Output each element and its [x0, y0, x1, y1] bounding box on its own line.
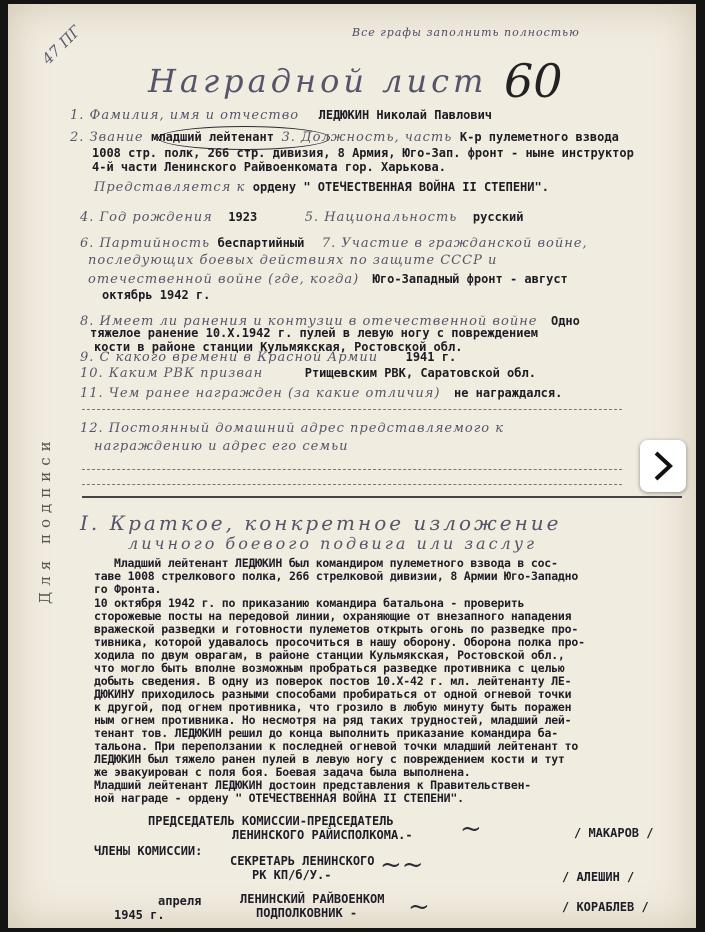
- field-8-label: 8. Имеет ли ранения и контузии в отечественной войне: [80, 314, 538, 329]
- divider-line: [82, 469, 622, 470]
- narrative-line: к другой, под огнем противника, что грозило в любую минуту быть поражен: [94, 700, 572, 714]
- secretary-title-line1: СЕКРЕТАРЬ ЛЕНИНСКОГО: [230, 854, 375, 868]
- field-11-label: 11. Чем ранее награжден (за какие отличия): [80, 386, 441, 401]
- field-7-value2: октябрь 1942 г.: [102, 288, 211, 302]
- field-10: [80, 366, 536, 381]
- present-value: ордену " ОТЕЧЕСТВЕННАЯ ВОЙНА II СТЕПЕНИ".: [252, 180, 549, 194]
- field-10-label: 10. Каким РВК призван: [80, 366, 264, 381]
- field-3-line3: 4-й части Ленинского Райвоенкомата гор. Харькова.: [92, 160, 447, 174]
- field-8-value: Одно: [550, 314, 580, 328]
- corner-mark: 47 ПГ: [38, 22, 85, 68]
- field-7-value: Юго-Западный фронт - август: [372, 272, 568, 286]
- military-name: / КОРАБЛЕВ /: [562, 900, 649, 914]
- field-1: [70, 108, 492, 123]
- date-year: 1945 г.: [114, 908, 165, 922]
- field-1-value: ЛЕДЮКИН Николай Павлович: [318, 108, 493, 122]
- narrative-line: сторожевые посты на передовой линии, охраняющие от внезапного нападения: [94, 609, 572, 623]
- field-1-label: 1. Фамилия, имя и отчество: [70, 108, 300, 123]
- narrative-line: ДЮКИНУ приходилось разными способами пробираться от одной огневой точки: [94, 687, 572, 701]
- chair-name: / МАКАРОВ /: [574, 826, 654, 840]
- military-title-line2: ПОДПОЛКОВНИК -: [256, 906, 358, 920]
- chair-title-line1: ПРЕДСЕДАТЕЛЬ КОМИССИИ-ПРЕДСЕДАТЕЛЬ: [148, 814, 394, 828]
- members-label: ЧЛЕНЫ КОМИССИИ:: [94, 844, 203, 858]
- field-8-line3: кости в районе станции Кульмякская, Ростовской обл.: [94, 340, 463, 354]
- top-note: Все графы заполнить полностью: [352, 26, 580, 39]
- section-title-line2: личного боевого подвига или заслуг: [128, 534, 538, 553]
- margin-signature-note: Для подписи: [36, 435, 54, 604]
- award-sheet: [8, 4, 696, 928]
- field-7-line2: последующих боевых действиях по защите СССР и: [88, 253, 498, 268]
- narrative-line: таве 1008 стрелкового полка, 266 стрелковой дивизии, 8 Армии Юго-Западно: [94, 569, 579, 583]
- field-5-value: русский: [472, 210, 524, 224]
- field-11-value: не награждался.: [453, 386, 563, 400]
- chair-title-line2: ЛЕНИНСКОГО РАЙИСПОЛКОМА.-: [232, 828, 413, 842]
- divider-line: [82, 484, 622, 485]
- field-7-line3-label: отечественной войне (где, когда): [88, 272, 360, 287]
- narrative-line: 10 октября 1942 г. по приказанию командира батальона - проверить: [94, 596, 525, 610]
- section-separator: [82, 496, 682, 498]
- military-title-line1: ЛЕНИНСКИЙ РАЙВОЕНКОМ: [240, 892, 385, 906]
- field-7-label: 7. Участие в гражданской войне,: [321, 236, 588, 251]
- narrative-line: ЛЕДЮКИН был тяжело ранен пулей в левую ногу с повреждением кости и тут: [94, 752, 565, 766]
- secretary-name: / АЛЕШИН /: [562, 870, 635, 884]
- field-2-label: 2. Звание: [70, 130, 144, 145]
- field-5-label: 5. Национальность: [304, 210, 458, 225]
- field-12-label: 12. Постоянный домашний адрес представляемого к: [80, 421, 505, 436]
- present-label: Представляется к: [94, 180, 246, 195]
- secretary-signature: ~~: [380, 850, 424, 880]
- field-3-value: К-р пулеметного взвода: [459, 130, 619, 144]
- divider-line: [82, 409, 622, 410]
- field-8-line2: тяжелое ранение 10.X.1942 г. пулей в левую ногу с повреждением: [90, 326, 538, 340]
- field-4-value: 1923: [228, 210, 258, 224]
- narrative-line: го Фронта.: [94, 582, 162, 596]
- field-12-line2: награждению и адрес его семьи: [94, 439, 349, 454]
- narrative-line: тивника, которой удавалось просочиться в нашу оборону. Оборона полка про-: [94, 635, 585, 649]
- narrative-line: тальона. При переползании к последней огневой точки младший лейтенант то: [94, 739, 579, 753]
- narrative-line: ной награде - ордену " ОТЕЧЕСТВЕННАЯ ВОЙНА II СТЕПЕНИ".: [94, 791, 464, 805]
- narrative-line: же эвакуирован с поля боя. Боевая задача была выполнена.: [94, 765, 471, 779]
- secretary-title-line2: РК КП/б/У.-: [252, 868, 332, 882]
- date-day: апреля: [158, 894, 202, 908]
- field-9: [80, 350, 456, 365]
- sheet-number: 60: [504, 54, 563, 108]
- field-4-5: [80, 210, 523, 225]
- section-title-line1: I. Краткое, конкретное изложение: [80, 511, 562, 535]
- military-signature: ~: [408, 892, 430, 922]
- narrative-line: что могло быть вполне возможным пробраться разведке противника с целью: [94, 661, 565, 675]
- narrative-line: вражеской разведки и готовности пулеметов открыть огонь по разведке про-: [94, 622, 579, 636]
- narrative-line: Младший лейтенант ЛЕДЮКИН достоин представления к Правительствен-: [94, 778, 532, 792]
- field-2-3: [70, 130, 619, 145]
- narrative-line: ходила по двум оврагам, в районе станции Кульмякская, Ростовской обл.,: [94, 648, 565, 662]
- narrative-line: добыть сведения. В одну из поверок постов 10.X-42 г. мл. лейтенанту ЛЕ-: [94, 674, 572, 688]
- field-10-value: Ртищевским РВК, Саратовской обл.: [304, 366, 536, 380]
- field-4-label: 4. Год рождения: [80, 210, 213, 225]
- chevron-right-icon: [650, 450, 676, 482]
- field-9-value: 1941 г.: [405, 350, 457, 364]
- field-3-line2: 1008 стр. полк, 266 стр. дивизия, 8 Армия, Юго-Зап. фронт - ныне инструктор: [92, 146, 634, 160]
- chair-signature: ~: [460, 814, 482, 844]
- field-6-value: беспартийный: [217, 236, 305, 250]
- field-11: [80, 386, 562, 401]
- field-9-label: 9. С какого времени в Красной Армии: [80, 350, 379, 365]
- narrative-line: Младший лейтенант ЛЕДЮКИН был командиром пулеметного взвода в сос-: [114, 556, 558, 570]
- field-6-7: [80, 236, 588, 251]
- field-2-value: младший лейтенант: [151, 130, 274, 144]
- field-6-label: 6. Партийность: [80, 236, 211, 251]
- narrative-line: тенант тов. ЛЕДЮКИН решил до конца выполнить приказание командира ба-: [94, 726, 558, 740]
- next-page-button[interactable]: [640, 440, 686, 492]
- field-7-line3: [88, 272, 568, 287]
- narrative-line: ным огнем противника. Но несмотря на ряд таких трудностей, младший лей-: [94, 713, 572, 727]
- document-title: Наградной лист: [148, 62, 488, 100]
- field-3-label: 3. Должность, часть: [281, 130, 453, 145]
- present-for: [94, 180, 549, 195]
